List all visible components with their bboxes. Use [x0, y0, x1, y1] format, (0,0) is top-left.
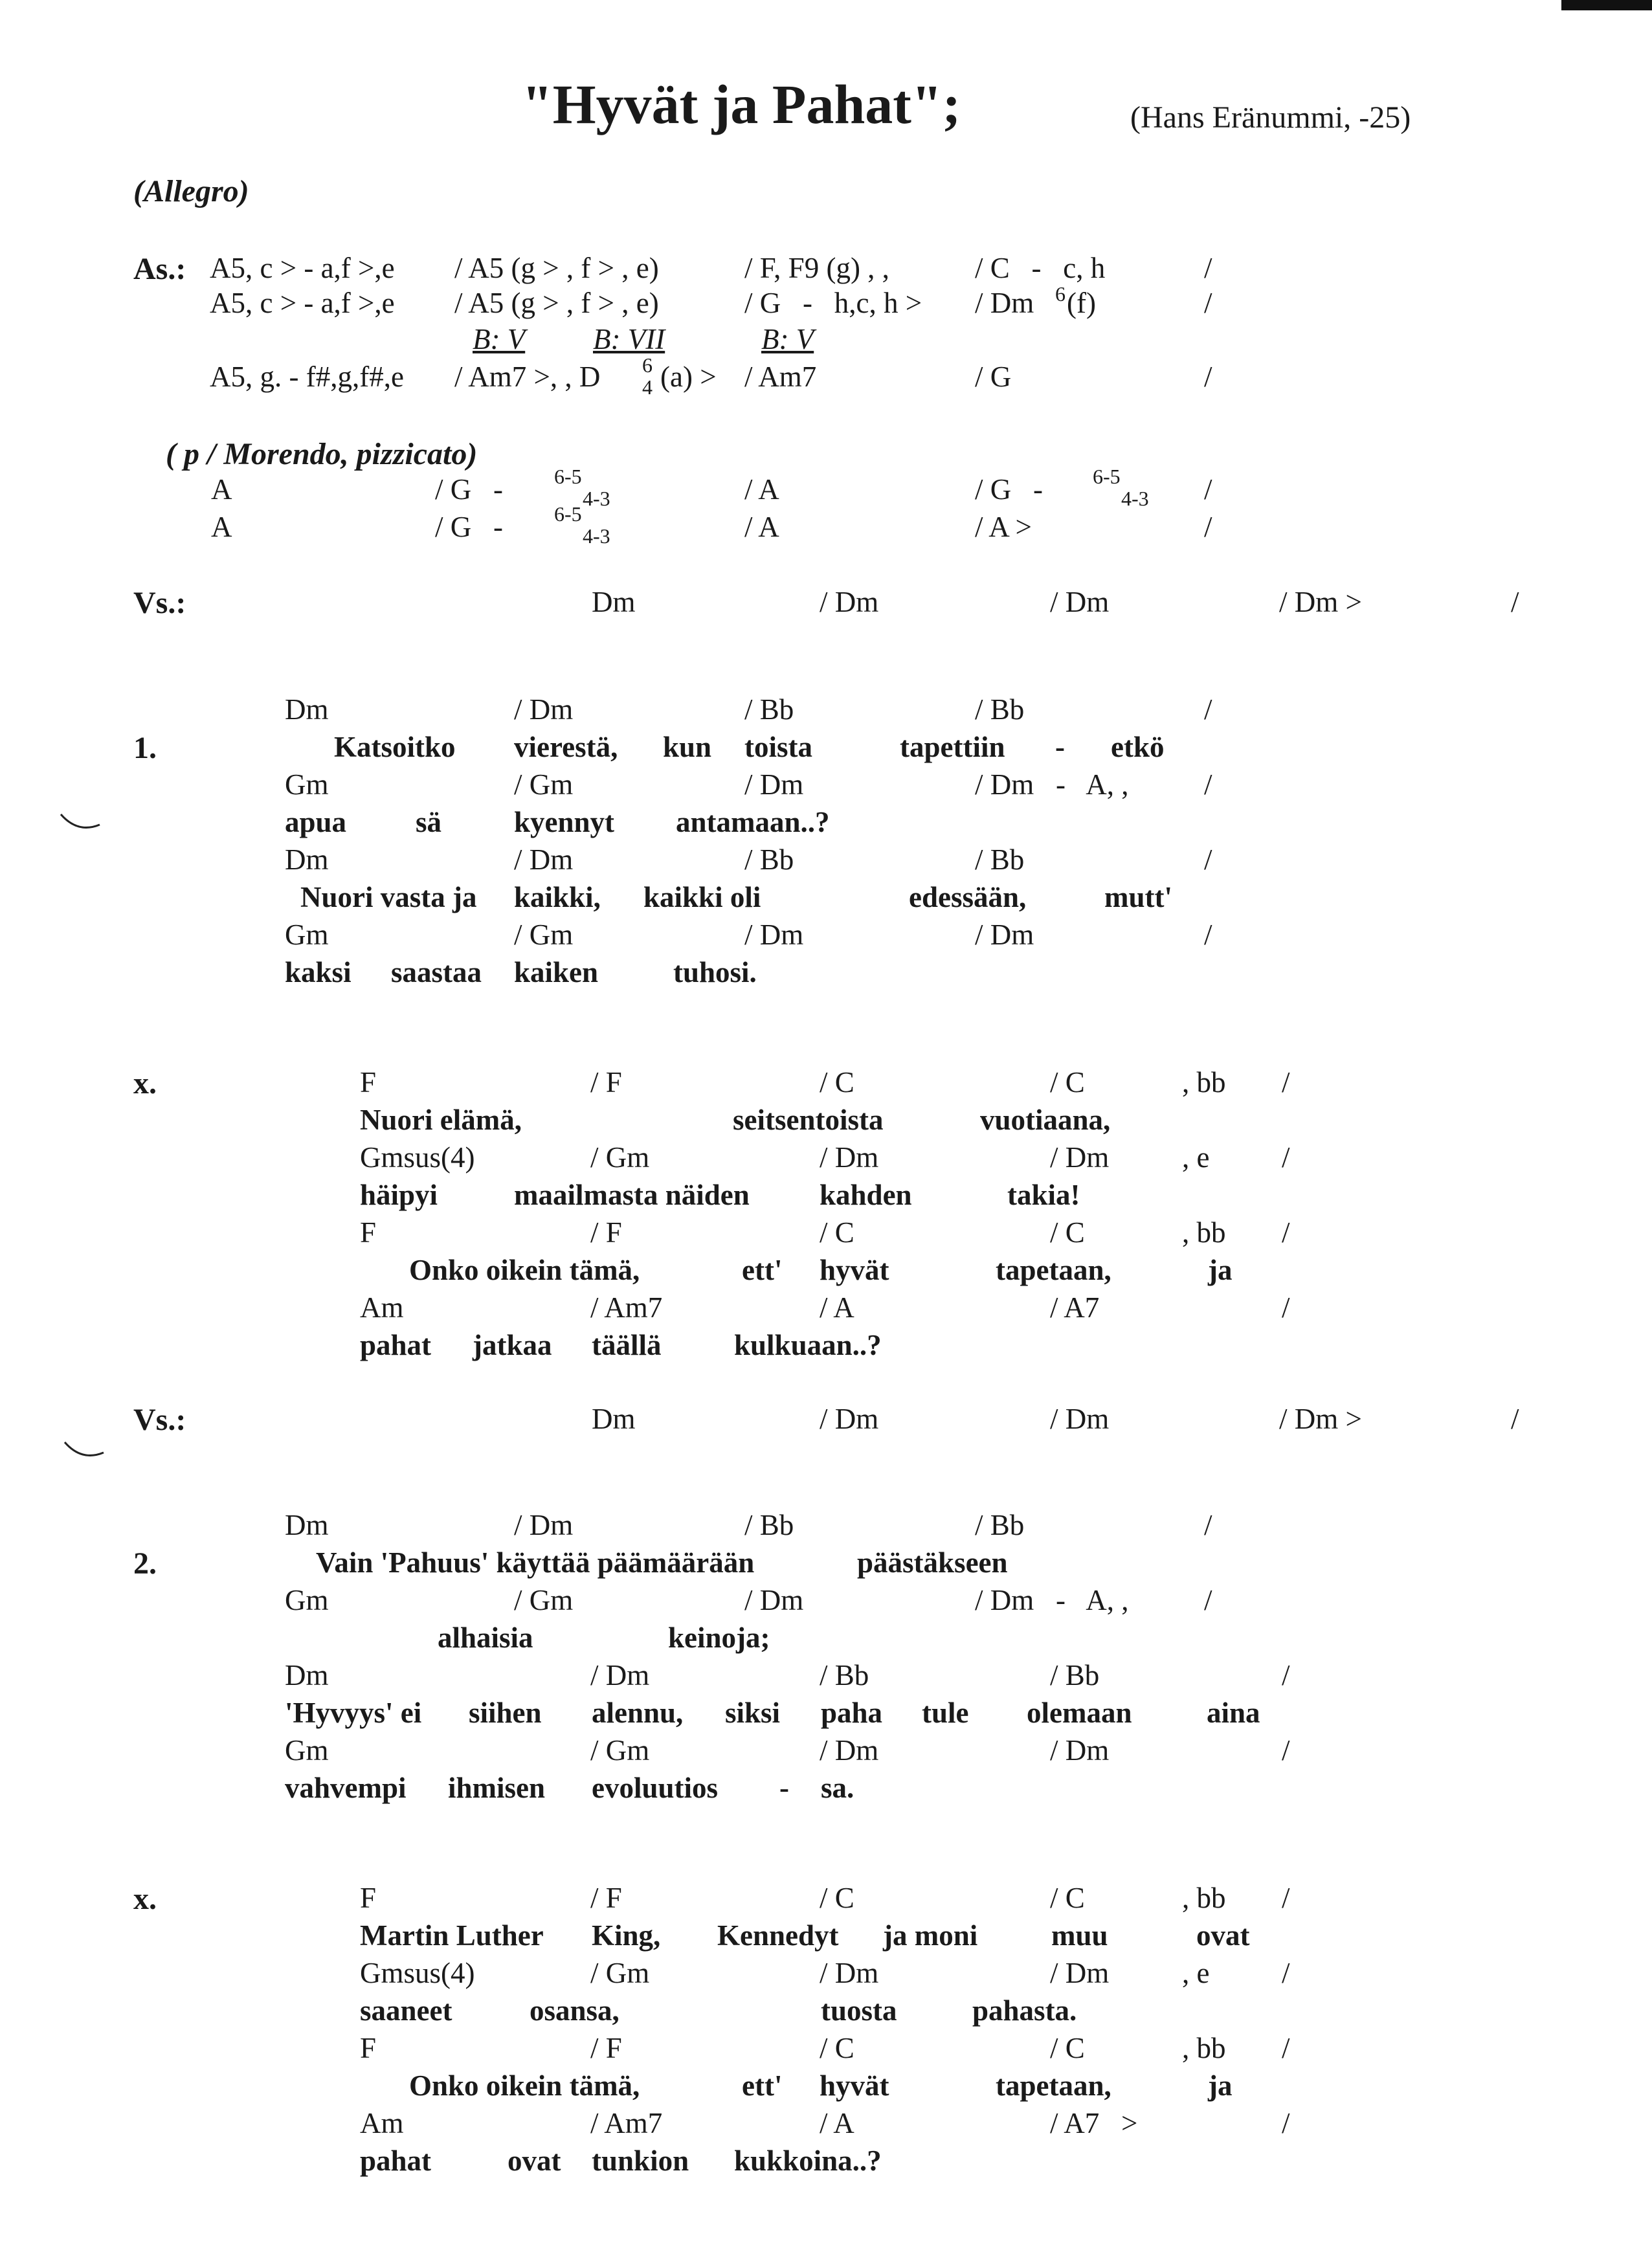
lyric-word: ja moni	[883, 1919, 978, 1952]
performance-direction: ( p / Morendo, pizzicato)	[166, 437, 478, 471]
chord-superscript: 6	[642, 353, 653, 377]
verse-number: 2.	[133, 1546, 157, 1581]
lyric-word: sa.	[821, 1772, 854, 1804]
verse1-chord: / Dm	[514, 843, 574, 876]
lyric-word: pahat	[360, 2145, 432, 2177]
bar-line: /	[1204, 1509, 1212, 1541]
chorus1-chord: / Dm	[820, 1141, 879, 1174]
lyric-word: Kennedyt	[717, 1919, 839, 1952]
verse2-chord: / Bb	[975, 1509, 1025, 1541]
lyric-word: kaksi	[285, 956, 352, 988]
bar-line: /	[1282, 1141, 1290, 1174]
lyric-word: ihmisen	[448, 1772, 546, 1804]
verse1-chord: / Dm	[514, 693, 574, 726]
bar-line: /	[1204, 693, 1212, 726]
chorus1-chord: / Gm	[590, 1141, 650, 1174]
lyric-word: 'Hyvyys' ei	[285, 1697, 422, 1729]
lyric-word: pahasta.	[972, 1994, 1077, 2027]
verse1-chord: / Bb	[975, 693, 1025, 726]
vs-chord: / Dm	[820, 1403, 879, 1435]
chorus2-chord: F	[360, 2032, 377, 2064]
verse1-chord: / Dm	[744, 919, 804, 951]
intro-chord: / Am7	[744, 361, 817, 393]
lyric-word: kulkuaan..?	[734, 1329, 882, 1361]
chorus2-chord: / A7 >	[1050, 2107, 1138, 2139]
vs-chord: Dm	[592, 1403, 636, 1435]
verse1-chord: / Dm	[975, 919, 1034, 951]
page-curl-mark	[62, 1437, 107, 1463]
chorus1-chord: Gmsus(4)	[360, 1141, 475, 1174]
chorus1-chord: / A7	[1050, 1291, 1100, 1324]
bar-line: /	[1204, 361, 1212, 393]
chorus1-chord: , bb	[1182, 1216, 1226, 1249]
verse1-chord: / Dm	[744, 768, 804, 801]
lyric-word: vuotiaana,	[980, 1104, 1111, 1136]
chorus-label: x.	[133, 1066, 157, 1100]
bar-line: /	[1282, 1216, 1290, 1249]
chorus1-chord: Am	[360, 1291, 404, 1324]
verse-intro-label: Vs.:	[133, 1403, 186, 1437]
bar-line: /	[1511, 586, 1519, 618]
chord-subscript: 4-3	[1121, 487, 1149, 510]
vs-chord: / Dm	[1050, 586, 1110, 618]
chorus1-chord: F	[360, 1066, 377, 1098]
chorus1-chord: / C	[820, 1216, 854, 1249]
intro-chord: / C - c, h	[975, 252, 1106, 284]
bar-line: /	[1204, 473, 1212, 506]
intro-chord: / A5 (g > , f > , e)	[454, 252, 659, 284]
interlude-chord: / G -	[435, 473, 503, 506]
verse1-chord: / Bb	[975, 843, 1025, 876]
lyric-word: vahvempi	[285, 1772, 407, 1804]
lyric-word: seitsentoista	[733, 1104, 884, 1136]
lyric-word: alennu,	[592, 1697, 684, 1729]
vs-chord: / Dm >	[1279, 1403, 1362, 1435]
intro-chord: / F, F9 (g) , ,	[744, 252, 889, 284]
lyric-word: evoluutios	[592, 1772, 719, 1804]
lyric-word: antamaan..?	[676, 806, 830, 838]
interlude-chord: / G -	[975, 473, 1043, 506]
lyric-word: Nuori vasta ja	[300, 881, 477, 913]
lyric-word: edessään,	[909, 881, 1027, 913]
intro-chord: / G	[975, 361, 1012, 393]
vs-chord: / Dm	[820, 586, 879, 618]
chord-superscript: 6	[1055, 282, 1066, 306]
verse2-chord: / Gm	[590, 1734, 650, 1767]
lyric-word: tapetaan,	[996, 2069, 1111, 2102]
chorus2-chord: Am	[360, 2107, 404, 2139]
lyric-word: kun	[663, 731, 712, 763]
page-curl-mark	[58, 809, 104, 835]
lyric-word: täällä	[592, 1329, 662, 1361]
chord-superscript: 6-5	[1093, 465, 1121, 488]
bar-line: /	[1511, 1403, 1519, 1435]
bar-line: /	[1282, 1066, 1290, 1098]
interlude-chord: A	[211, 511, 232, 543]
verse1-chord: / Gm	[514, 919, 574, 951]
chorus1-chord: / Dm	[1050, 1141, 1110, 1174]
chorus2-chord: / F	[590, 2032, 622, 2064]
verse1-chord: Dm	[285, 693, 329, 726]
intro-chord: / Am7 >, , D	[454, 361, 601, 393]
lyric-word: mutt'	[1104, 881, 1172, 913]
page-title: "Hyvät ja Pahat";	[522, 73, 961, 135]
verse2-chord: / Bb	[1050, 1659, 1100, 1691]
verse1-chord: / Dm - A, ,	[975, 768, 1129, 801]
chord-superscript: 6-5	[554, 502, 582, 526]
bar-line: /	[1204, 287, 1212, 319]
lyric-word: -	[1055, 731, 1065, 763]
chorus2-chord: / C	[820, 2032, 854, 2064]
bar-line: /	[1204, 1584, 1212, 1616]
lyric-word: pahat	[360, 1329, 432, 1361]
lyric-word: saaneet	[360, 1994, 452, 2027]
lyric-word: olemaan	[1027, 1697, 1132, 1729]
chorus2-chord: / F	[590, 1882, 622, 1914]
interlude-chord: A	[211, 473, 232, 506]
chorus2-chord: / A	[820, 2107, 854, 2139]
verse-number: 1.	[133, 731, 157, 765]
lyric-word: kaikki oli	[643, 881, 761, 913]
verse2-chord: / Dm	[1050, 1734, 1110, 1767]
lyric-word: Vain 'Pahuus' käyttää päämäärään	[316, 1546, 755, 1579]
barre-marking: B: V	[761, 323, 814, 355]
lyric-word: jatkaa	[473, 1329, 552, 1361]
chorus1-chord: / C	[1050, 1066, 1085, 1098]
verse2-chord: Dm	[285, 1659, 329, 1691]
chorus1-chord: / A	[820, 1291, 854, 1324]
chorus2-chord: / C	[820, 1882, 854, 1914]
chorus1-chord: / Am7	[590, 1291, 663, 1324]
chorus1-chord: / C	[820, 1066, 854, 1098]
interlude-chord: / A	[744, 511, 779, 543]
lyric-word: tapettiin	[900, 731, 1005, 763]
lyric-word: hyvät	[820, 1254, 889, 1286]
lyric-word: takia!	[1007, 1179, 1080, 1211]
verse-intro-label: Vs.:	[133, 586, 186, 620]
lyric-word: etkö	[1111, 731, 1165, 763]
bar-line: /	[1282, 1882, 1290, 1914]
verse2-chord: / Dm	[514, 1509, 574, 1541]
lyric-word: tapetaan,	[996, 1254, 1111, 1286]
intro-chord: (f)	[1067, 287, 1096, 319]
lyric-word: ett'	[742, 1254, 783, 1286]
lyric-word: Martin Luther	[360, 1919, 544, 1952]
lyric-word: kahden	[820, 1179, 912, 1211]
lyric-word: kyennyt	[514, 806, 615, 838]
chorus2-chord: / C	[1050, 1882, 1085, 1914]
bar-line: /	[1282, 2032, 1290, 2064]
lyric-word: sä	[416, 806, 442, 838]
chorus2-chord: / Gm	[590, 1957, 650, 1989]
intro-chord: / Dm	[975, 287, 1034, 319]
vs-chord: / Dm >	[1279, 586, 1362, 618]
barre-marking: B: V	[473, 323, 526, 355]
verse1-chord: Gm	[285, 919, 329, 951]
vs-chord: / Dm	[1050, 1403, 1110, 1435]
bar-line: /	[1204, 919, 1212, 951]
lyric-word: ett'	[742, 2069, 783, 2102]
lyric-word: toista	[744, 731, 812, 763]
chorus1-chord: / F	[590, 1216, 622, 1249]
chorus1-chord: F	[360, 1216, 377, 1249]
verse2-chord: / Dm - A, ,	[975, 1584, 1129, 1616]
lyric-word: kaiken	[514, 956, 599, 988]
chorus1-chord: , bb	[1182, 1066, 1226, 1098]
lyric-word: osansa,	[530, 1994, 620, 2027]
verse2-chord: / Dm	[820, 1734, 879, 1767]
lyric-word: ovat	[1196, 1919, 1250, 1952]
bar-line: /	[1282, 1734, 1290, 1767]
chorus2-chord: , e	[1182, 1957, 1210, 1989]
bar-line: /	[1282, 1957, 1290, 1989]
lyric-word: ja	[1208, 2069, 1233, 2102]
lyric-word: Nuori elämä,	[360, 1104, 522, 1136]
lyric-word: tunkion	[592, 2145, 689, 2177]
chorus1-chord: , e	[1182, 1141, 1210, 1174]
verse1-chord: / Bb	[744, 843, 794, 876]
bar-line: /	[1204, 843, 1212, 876]
chord-subscript: 4	[642, 375, 653, 399]
intro-chord: A5, g. - f#,g,f#,e	[210, 361, 404, 393]
intro-chord: / A5 (g > , f > , e)	[454, 287, 659, 319]
lyric-word: apua	[285, 806, 347, 838]
lyric-word: kaikki,	[514, 881, 601, 913]
lyric-word: hyvät	[820, 2069, 889, 2102]
bar-line: /	[1204, 252, 1212, 284]
chord-subscript: 4-3	[583, 524, 610, 548]
tempo-marking: (Allegro)	[133, 174, 249, 208]
lyric-word: muu	[1051, 1919, 1108, 1952]
chorus2-chord: , bb	[1182, 1882, 1226, 1914]
verse1-chord: / Gm	[514, 768, 574, 801]
lyric-word: Onko oikein tämä,	[409, 2069, 640, 2102]
intro-chord: A5, c > - a,f >,e	[210, 252, 395, 284]
barre-marking: B: VII	[593, 323, 665, 355]
chorus2-chord: , bb	[1182, 2032, 1226, 2064]
lyric-word: keinoja;	[668, 1622, 770, 1654]
bar-line: /	[1282, 2107, 1290, 2139]
verse2-chord: / Gm	[514, 1584, 574, 1616]
lyric-word: alhaisia	[438, 1622, 533, 1654]
verse2-chord: Dm	[285, 1509, 329, 1541]
interlude-chord: / A >	[975, 511, 1032, 543]
chorus2-chord: / Am7	[590, 2107, 663, 2139]
lyric-word: ovat	[508, 2145, 561, 2177]
lyric-word: vierestä,	[514, 731, 618, 763]
chord-subscript: 4-3	[583, 487, 610, 510]
lyric-word: King,	[592, 1919, 661, 1952]
chorus1-chord: / C	[1050, 1216, 1085, 1249]
verse2-chord: Gm	[285, 1584, 329, 1616]
lyric-word: siksi	[725, 1697, 781, 1729]
chorus2-chord: / C	[1050, 2032, 1085, 2064]
lyric-word: paha	[821, 1697, 883, 1729]
lyric-word: kukkoina..?	[734, 2145, 882, 2177]
lyric-word: siihen	[469, 1697, 542, 1729]
vs-chord: Dm	[592, 586, 636, 618]
interlude-chord: / G -	[435, 511, 503, 543]
lyric-word: tule	[922, 1697, 969, 1729]
verse2-chord: / Dm	[590, 1659, 650, 1691]
intro-chord: (a) >	[660, 361, 717, 393]
verse1-chord: Gm	[285, 768, 329, 801]
lyric-word: ja	[1208, 1254, 1233, 1286]
chorus2-chord: / Dm	[1050, 1957, 1110, 1989]
intro-label: As.:	[133, 252, 186, 286]
composer: (Hans Eränummi, -25)	[1130, 100, 1411, 135]
lyric-word: häipyi	[360, 1179, 438, 1211]
lyric-word: aina	[1207, 1697, 1260, 1729]
verse2-chord: / Bb	[744, 1509, 794, 1541]
verse1-chord: Dm	[285, 843, 329, 876]
lyric-word: saastaa	[391, 956, 482, 988]
lyric-word: päästäkseen	[857, 1546, 1008, 1579]
verse2-chord: / Bb	[820, 1659, 869, 1691]
bar-line: /	[1204, 768, 1212, 801]
chorus2-chord: / Dm	[820, 1957, 879, 1989]
lyric-word: tuosta	[821, 1994, 897, 2027]
bar-line: /	[1204, 511, 1212, 543]
chord-superscript: 6-5	[554, 465, 582, 488]
verse2-chord: Gm	[285, 1734, 329, 1767]
corner-bar	[1561, 0, 1652, 10]
interlude-chord: / A	[744, 473, 779, 506]
chorus2-chord: Gmsus(4)	[360, 1957, 475, 1989]
bar-line: /	[1282, 1291, 1290, 1324]
verse2-chord: / Dm	[744, 1584, 804, 1616]
intro-chord: A5, c > - a,f >,e	[210, 287, 395, 319]
lyric-word: Katsoitko	[334, 731, 456, 763]
chorus2-chord: F	[360, 1882, 377, 1914]
intro-chord: / G - h,c, h >	[744, 287, 922, 319]
lyric-word: maailmasta näiden	[514, 1179, 750, 1211]
verse1-chord: / Bb	[744, 693, 794, 726]
lyric-word: tuhosi.	[673, 956, 757, 988]
lyric-word: Onko oikein tämä,	[409, 1254, 640, 1286]
bar-line: /	[1282, 1659, 1290, 1691]
lyric-word: -	[779, 1772, 789, 1804]
chorus1-chord: / F	[590, 1066, 622, 1098]
chorus-label: x.	[133, 1882, 157, 1916]
